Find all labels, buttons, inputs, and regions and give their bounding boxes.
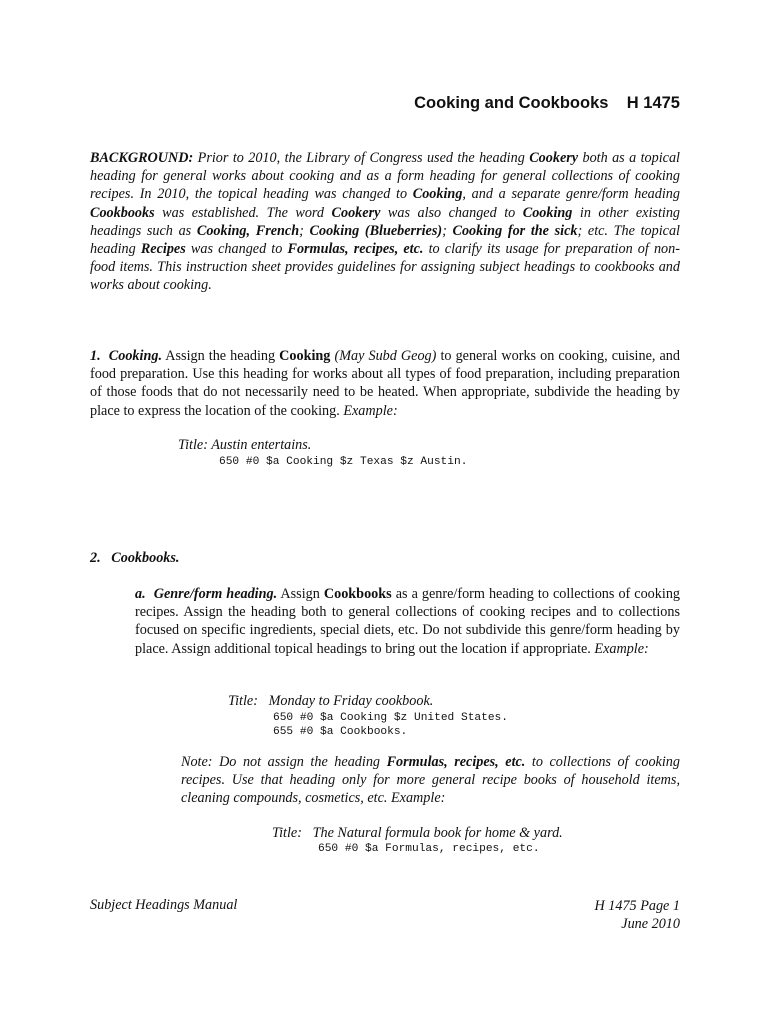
page-title: Cooking and Cookbooks H 1475 [414,94,680,112]
text-span: both as a topical heading for general works about cooking and as a form heading for general collections of cooking recipes. In 2010, the topical heading was changed to [90,150,680,203]
background-label: BACKGROUND: [90,150,194,166]
heading-term: Cooking (Blueberries) [309,222,443,239]
heading-term: Cookbooks [323,586,392,602]
marc-field: 650 #0 $a Cooking $z United States. [273,712,508,724]
text-span: to clarify its usage for preparation of non-food items. This instruction sheet provides guidelines for assigning subject headings to cookbooks and works about cooking. [90,241,680,294]
marc-field: 650 #0 $a Formulas, recipes, etc. [318,843,540,855]
section-2a-letter: a. [135,586,146,602]
section-2a-paragraph [135,585,680,658]
text-span: to collections of cooking recipes. Use that heading only for more general recipe books of household items, cleaning compounds, cosmetics, etc. Example: [181,754,680,807]
example-label: Example: [343,402,398,419]
text-span: Note: Do not assign the heading [181,754,387,770]
heading-term: Formulas, recipes, etc. [386,754,526,770]
example-title: Title: Monday to Friday cookbook. [228,693,434,709]
heading-term: Formulas, recipes, etc. [287,241,424,258]
text-span: , and a separate genre/form heading [462,186,680,203]
marc-field: 655 #0 $a Cookbooks. [273,726,408,738]
heading-term: Recipes [140,241,186,258]
footer-manual-name: Subject Headings Manual [90,897,238,913]
section-2-heading-line [90,549,680,567]
text-span: Assign [277,586,324,602]
text-span: as a genre/form heading to collections of cooking recipes. Assign the heading both to general collections of cooking recipes and to collections focused on specific ingredients, special diets, etc. Do not subdivide this genre/form heading by place. Assign additional topical headings to bring out the location if appropriate. [135,586,681,657]
section-2-heading: Cookbooks. [111,550,180,566]
footer-page-info [594,897,680,933]
section-1-heading: Cooking. [108,348,162,364]
marc-field: 650 #0 $a Cooking $z Texas $z Austin. [219,456,468,468]
example-label: Example: [594,640,649,657]
heading-term: Cooking [412,186,463,203]
text-span: was established. The word [154,204,332,221]
heading-term: Cooking [522,204,573,221]
text-span: ; etc. The topical heading [90,222,680,258]
heading-term: Cookery [331,204,381,221]
section-1-paragraph [90,347,680,420]
text-span: Prior to 2010, the Library of Congress used the heading [193,150,530,166]
heading-term: Cookbooks [90,204,155,221]
section-1-number: 1. [90,348,101,364]
subdivision-note: (May Subd Geog) [330,348,437,364]
text-span: was changed to [185,241,288,258]
example-title: Title: The Natural formula book for home & yard. [272,825,563,841]
background-paragraph [90,149,680,295]
text-span: in other existing headings such as [90,204,681,239]
footer-date: June 2010 [621,916,680,932]
section-2a-heading: Genre/form heading. [153,586,278,602]
section-2-number: 2. [90,550,101,566]
text-span: ; [442,222,453,239]
text-span: ; [299,222,310,239]
heading-term: Cooking, French [196,222,300,239]
example-title: Title: Austin entertains. [178,437,312,453]
text-span: was also changed to [380,204,523,221]
footer-page-number: H 1475 Page 1 [594,898,680,914]
heading-term: Cooking [279,348,331,364]
note-paragraph [181,753,680,808]
heading-term: Cooking for the sick [452,222,578,239]
text-span: to general works on cooking, cuisine, and food preparation. Use this heading for works about all types of food preparation, including preparation of those foods that do not necessarily need to be heated. When appropriate, subdivide the heading by place to express the location of the cooking. [90,348,680,419]
text-span: Assign the heading [162,348,280,364]
heading-term: Cookery [529,150,579,166]
